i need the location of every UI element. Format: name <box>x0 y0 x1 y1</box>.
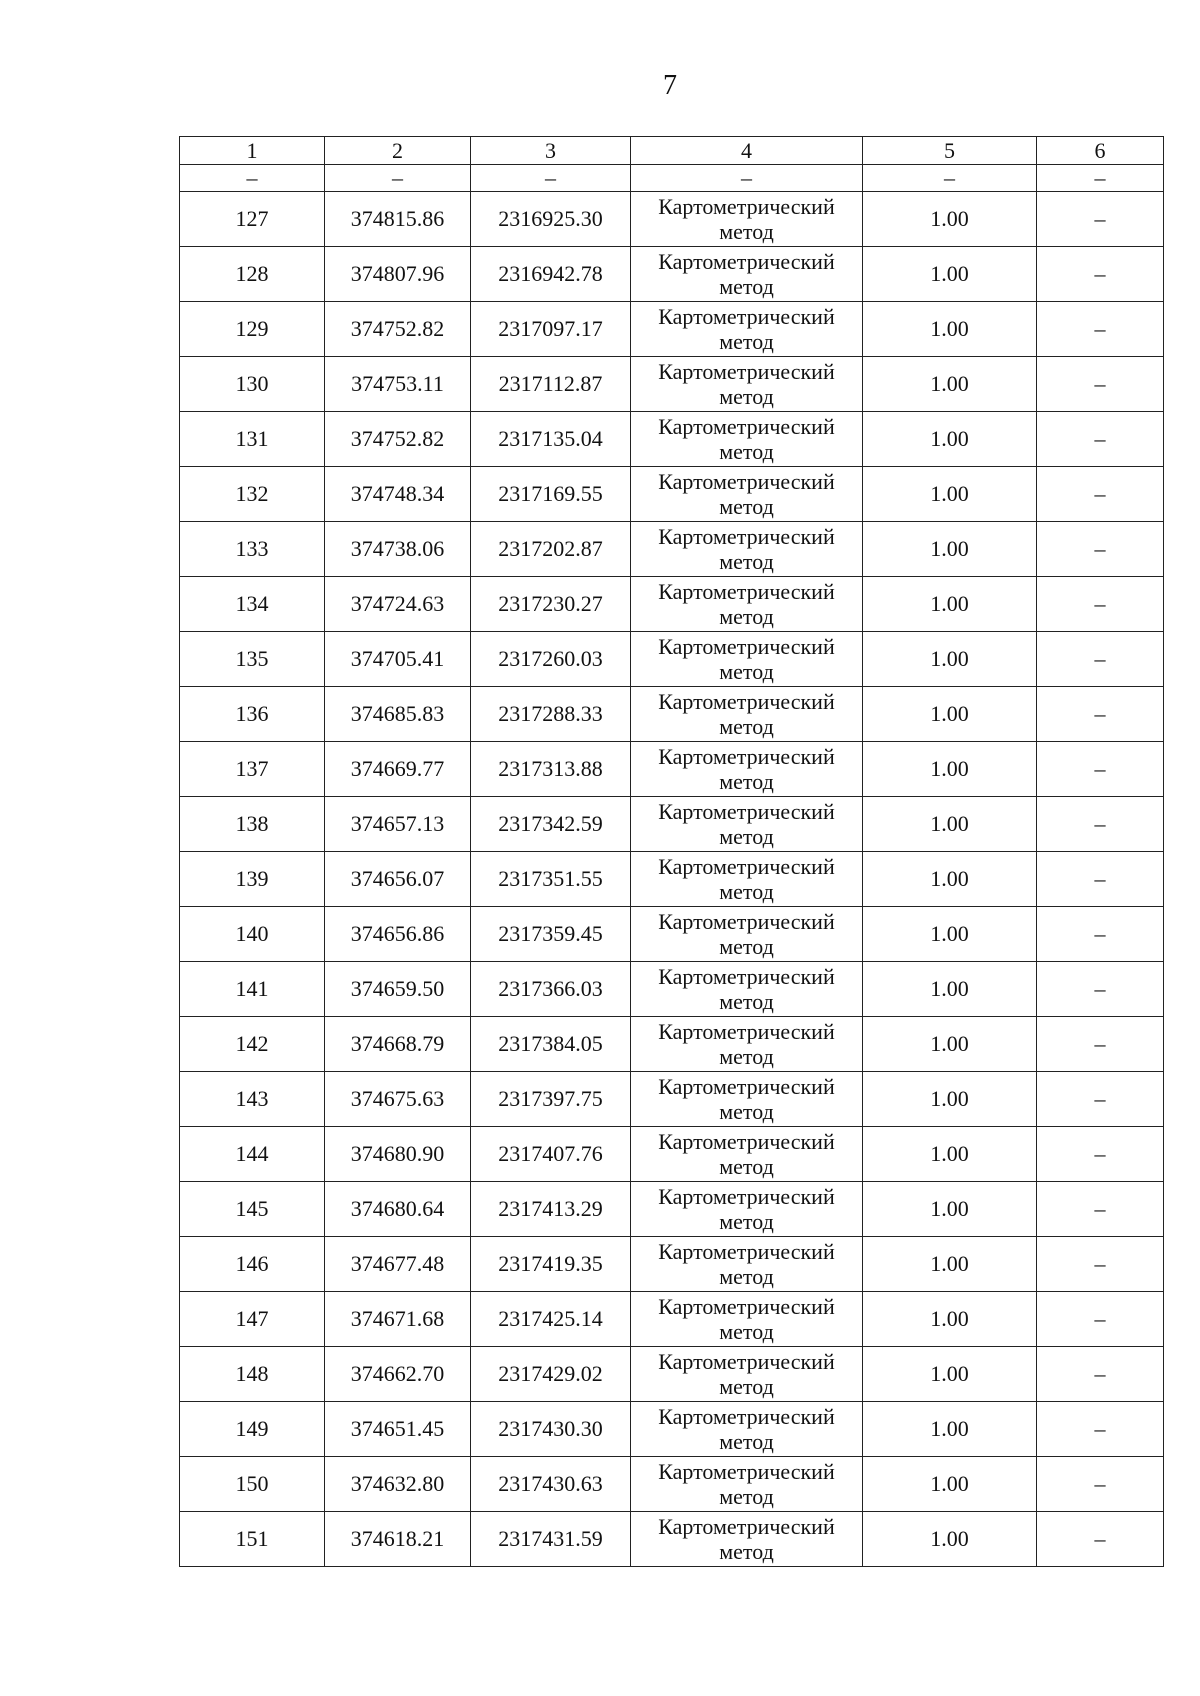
point-number-cell: 130 <box>180 357 325 412</box>
method-cell: Картометрический метод <box>631 247 863 302</box>
point-number-cell: 151 <box>180 1512 325 1567</box>
method-cell: Картометрический метод <box>631 1072 863 1127</box>
accuracy-cell: 1.00 <box>863 962 1037 1017</box>
note-cell: – <box>1037 247 1164 302</box>
method-cell: Картометрический метод <box>631 687 863 742</box>
table-row <box>180 1127 1164 1182</box>
table-row <box>180 1457 1164 1512</box>
column-header: 2 <box>325 137 471 165</box>
x-coordinate-cell: 374680.64 <box>325 1182 471 1237</box>
point-number-cell: 140 <box>180 907 325 962</box>
accuracy-cell: 1.00 <box>863 1017 1037 1072</box>
method-cell: Картометрический метод <box>631 632 863 687</box>
method-cell: Картометрический метод <box>631 577 863 632</box>
point-number-cell: 141 <box>180 962 325 1017</box>
method-cell: Картометрический метод <box>631 1512 863 1567</box>
note-cell: – <box>1037 1182 1164 1237</box>
y-coordinate-cell: 2317230.27 <box>471 577 631 632</box>
note-cell: – <box>1037 1292 1164 1347</box>
y-coordinate-cell: 2317366.03 <box>471 962 631 1017</box>
table-row <box>180 467 1164 522</box>
accuracy-cell: 1.00 <box>863 1402 1037 1457</box>
point-number-cell: 133 <box>180 522 325 577</box>
x-coordinate-cell: 374659.50 <box>325 962 471 1017</box>
table-row <box>180 1237 1164 1292</box>
page-number: 7 <box>663 70 677 101</box>
point-number-cell: 148 <box>180 1347 325 1402</box>
y-coordinate-cell: 2317384.05 <box>471 1017 631 1072</box>
method-cell: Картометрический метод <box>631 962 863 1017</box>
note-cell: – <box>1037 1237 1164 1292</box>
note-cell: – <box>1037 852 1164 907</box>
accuracy-cell: 1.00 <box>863 1347 1037 1402</box>
note-cell: – <box>1037 1347 1164 1402</box>
note-cell: – <box>1037 1512 1164 1567</box>
y-coordinate-cell: 2317313.88 <box>471 742 631 797</box>
x-coordinate-cell: 374656.86 <box>325 907 471 962</box>
y-coordinate-cell: 2317425.14 <box>471 1292 631 1347</box>
y-coordinate-cell: 2317169.55 <box>471 467 631 522</box>
x-coordinate-cell: 374651.45 <box>325 1402 471 1457</box>
dash-cell: – <box>1037 165 1164 192</box>
method-cell: Картометрический метод <box>631 467 863 522</box>
y-coordinate-cell: 2317260.03 <box>471 632 631 687</box>
accuracy-cell: 1.00 <box>863 632 1037 687</box>
point-number-cell: 142 <box>180 1017 325 1072</box>
x-coordinate-cell: 374748.34 <box>325 467 471 522</box>
point-number-cell: 132 <box>180 467 325 522</box>
x-coordinate-cell: 374724.63 <box>325 577 471 632</box>
note-cell: – <box>1037 1072 1164 1127</box>
x-coordinate-cell: 374752.82 <box>325 302 471 357</box>
y-coordinate-cell: 2317430.30 <box>471 1402 631 1457</box>
x-coordinate-cell: 374618.21 <box>325 1512 471 1567</box>
method-cell: Картометрический метод <box>631 742 863 797</box>
table-row <box>180 632 1164 687</box>
header-row <box>180 137 1164 165</box>
method-cell: Картометрический метод <box>631 1347 863 1402</box>
note-cell: – <box>1037 797 1164 852</box>
table-row <box>180 412 1164 467</box>
accuracy-cell: 1.00 <box>863 907 1037 962</box>
x-coordinate-cell: 374675.63 <box>325 1072 471 1127</box>
accuracy-cell: 1.00 <box>863 192 1037 247</box>
table-row <box>180 1182 1164 1237</box>
note-cell: – <box>1037 742 1164 797</box>
table-row <box>180 192 1164 247</box>
accuracy-cell: 1.00 <box>863 1457 1037 1512</box>
note-cell: – <box>1037 1402 1164 1457</box>
x-coordinate-cell: 374815.86 <box>325 192 471 247</box>
y-coordinate-cell: 2317431.59 <box>471 1512 631 1567</box>
note-cell: – <box>1037 302 1164 357</box>
point-number-cell: 128 <box>180 247 325 302</box>
note-cell: – <box>1037 412 1164 467</box>
y-coordinate-cell: 2317202.87 <box>471 522 631 577</box>
accuracy-cell: 1.00 <box>863 852 1037 907</box>
column-header: 5 <box>863 137 1037 165</box>
point-number-cell: 137 <box>180 742 325 797</box>
accuracy-cell: 1.00 <box>863 1512 1037 1567</box>
x-coordinate-cell: 374632.80 <box>325 1457 471 1512</box>
x-coordinate-cell: 374680.90 <box>325 1127 471 1182</box>
table-row <box>180 962 1164 1017</box>
table-row <box>180 742 1164 797</box>
point-number-cell: 145 <box>180 1182 325 1237</box>
accuracy-cell: 1.00 <box>863 1182 1037 1237</box>
note-cell: – <box>1037 192 1164 247</box>
x-coordinate-cell: 374657.13 <box>325 797 471 852</box>
point-number-cell: 150 <box>180 1457 325 1512</box>
method-cell: Картометрический метод <box>631 1292 863 1347</box>
table-row <box>180 1512 1164 1567</box>
table-row <box>180 357 1164 412</box>
method-cell: Картометрический метод <box>631 412 863 467</box>
method-cell: Картометрический метод <box>631 852 863 907</box>
y-coordinate-cell: 2317419.35 <box>471 1237 631 1292</box>
point-number-cell: 144 <box>180 1127 325 1182</box>
x-coordinate-cell: 374705.41 <box>325 632 471 687</box>
method-cell: Картометрический метод <box>631 1402 863 1457</box>
dash-cell: – <box>631 165 863 192</box>
table-row <box>180 1072 1164 1127</box>
note-cell: – <box>1037 1017 1164 1072</box>
method-cell: Картометрический метод <box>631 1127 863 1182</box>
accuracy-cell: 1.00 <box>863 522 1037 577</box>
x-coordinate-cell: 374753.11 <box>325 357 471 412</box>
method-cell: Картометрический метод <box>631 907 863 962</box>
accuracy-cell: 1.00 <box>863 467 1037 522</box>
accuracy-cell: 1.00 <box>863 1127 1037 1182</box>
dash-cell: – <box>863 165 1037 192</box>
note-cell: – <box>1037 1127 1164 1182</box>
dash-cell: – <box>325 165 471 192</box>
accuracy-cell: 1.00 <box>863 797 1037 852</box>
point-number-cell: 135 <box>180 632 325 687</box>
x-coordinate-cell: 374668.79 <box>325 1017 471 1072</box>
point-number-cell: 143 <box>180 1072 325 1127</box>
y-coordinate-cell: 2317288.33 <box>471 687 631 742</box>
point-number-cell: 129 <box>180 302 325 357</box>
method-cell: Картометрический метод <box>631 1457 863 1512</box>
y-coordinate-cell: 2317342.59 <box>471 797 631 852</box>
note-cell: – <box>1037 962 1164 1017</box>
note-cell: – <box>1037 632 1164 687</box>
x-coordinate-cell: 374662.70 <box>325 1347 471 1402</box>
coordinates-table <box>179 136 1164 1567</box>
table-row <box>180 522 1164 577</box>
method-cell: Картометрический метод <box>631 797 863 852</box>
x-coordinate-cell: 374685.83 <box>325 687 471 742</box>
dash-cell: – <box>180 165 325 192</box>
dash-row <box>180 165 1164 192</box>
note-cell: – <box>1037 357 1164 412</box>
point-number-cell: 136 <box>180 687 325 742</box>
y-coordinate-cell: 2317097.17 <box>471 302 631 357</box>
table-row <box>180 797 1164 852</box>
table-row <box>180 1347 1164 1402</box>
point-number-cell: 138 <box>180 797 325 852</box>
column-header: 6 <box>1037 137 1164 165</box>
table-row <box>180 1017 1164 1072</box>
method-cell: Картометрический метод <box>631 1182 863 1237</box>
dash-cell: – <box>471 165 631 192</box>
table-row <box>180 907 1164 962</box>
method-cell: Картометрический метод <box>631 1237 863 1292</box>
column-header: 1 <box>180 137 325 165</box>
point-number-cell: 146 <box>180 1237 325 1292</box>
y-coordinate-cell: 2317351.55 <box>471 852 631 907</box>
table-row <box>180 1402 1164 1457</box>
table-row <box>180 687 1164 742</box>
column-header: 3 <box>471 137 631 165</box>
x-coordinate-cell: 374669.77 <box>325 742 471 797</box>
table-row <box>180 577 1164 632</box>
y-coordinate-cell: 2317429.02 <box>471 1347 631 1402</box>
point-number-cell: 127 <box>180 192 325 247</box>
accuracy-cell: 1.00 <box>863 1292 1037 1347</box>
point-number-cell: 139 <box>180 852 325 907</box>
y-coordinate-cell: 2317135.04 <box>471 412 631 467</box>
accuracy-cell: 1.00 <box>863 687 1037 742</box>
y-coordinate-cell: 2317397.75 <box>471 1072 631 1127</box>
y-coordinate-cell: 2317359.45 <box>471 907 631 962</box>
point-number-cell: 131 <box>180 412 325 467</box>
method-cell: Картометрический метод <box>631 522 863 577</box>
accuracy-cell: 1.00 <box>863 742 1037 797</box>
note-cell: – <box>1037 467 1164 522</box>
accuracy-cell: 1.00 <box>863 577 1037 632</box>
note-cell: – <box>1037 907 1164 962</box>
y-coordinate-cell: 2317407.76 <box>471 1127 631 1182</box>
x-coordinate-cell: 374738.06 <box>325 522 471 577</box>
table-row <box>180 1292 1164 1347</box>
note-cell: – <box>1037 522 1164 577</box>
x-coordinate-cell: 374752.82 <box>325 412 471 467</box>
y-coordinate-cell: 2317413.29 <box>471 1182 631 1237</box>
point-number-cell: 134 <box>180 577 325 632</box>
table-row <box>180 302 1164 357</box>
x-coordinate-cell: 374671.68 <box>325 1292 471 1347</box>
note-cell: – <box>1037 577 1164 632</box>
table-row <box>180 852 1164 907</box>
table-row <box>180 247 1164 302</box>
method-cell: Картометрический метод <box>631 1017 863 1072</box>
y-coordinate-cell: 2316942.78 <box>471 247 631 302</box>
accuracy-cell: 1.00 <box>863 1237 1037 1292</box>
accuracy-cell: 1.00 <box>863 302 1037 357</box>
y-coordinate-cell: 2317430.63 <box>471 1457 631 1512</box>
x-coordinate-cell: 374677.48 <box>325 1237 471 1292</box>
method-cell: Картометрический метод <box>631 302 863 357</box>
method-cell: Картометрический метод <box>631 357 863 412</box>
point-number-cell: 147 <box>180 1292 325 1347</box>
column-header: 4 <box>631 137 863 165</box>
note-cell: – <box>1037 687 1164 742</box>
x-coordinate-cell: 374807.96 <box>325 247 471 302</box>
accuracy-cell: 1.00 <box>863 247 1037 302</box>
accuracy-cell: 1.00 <box>863 357 1037 412</box>
y-coordinate-cell: 2316925.30 <box>471 192 631 247</box>
point-number-cell: 149 <box>180 1402 325 1457</box>
method-cell: Картометрический метод <box>631 192 863 247</box>
note-cell: – <box>1037 1457 1164 1512</box>
accuracy-cell: 1.00 <box>863 1072 1037 1127</box>
x-coordinate-cell: 374656.07 <box>325 852 471 907</box>
y-coordinate-cell: 2317112.87 <box>471 357 631 412</box>
accuracy-cell: 1.00 <box>863 412 1037 467</box>
